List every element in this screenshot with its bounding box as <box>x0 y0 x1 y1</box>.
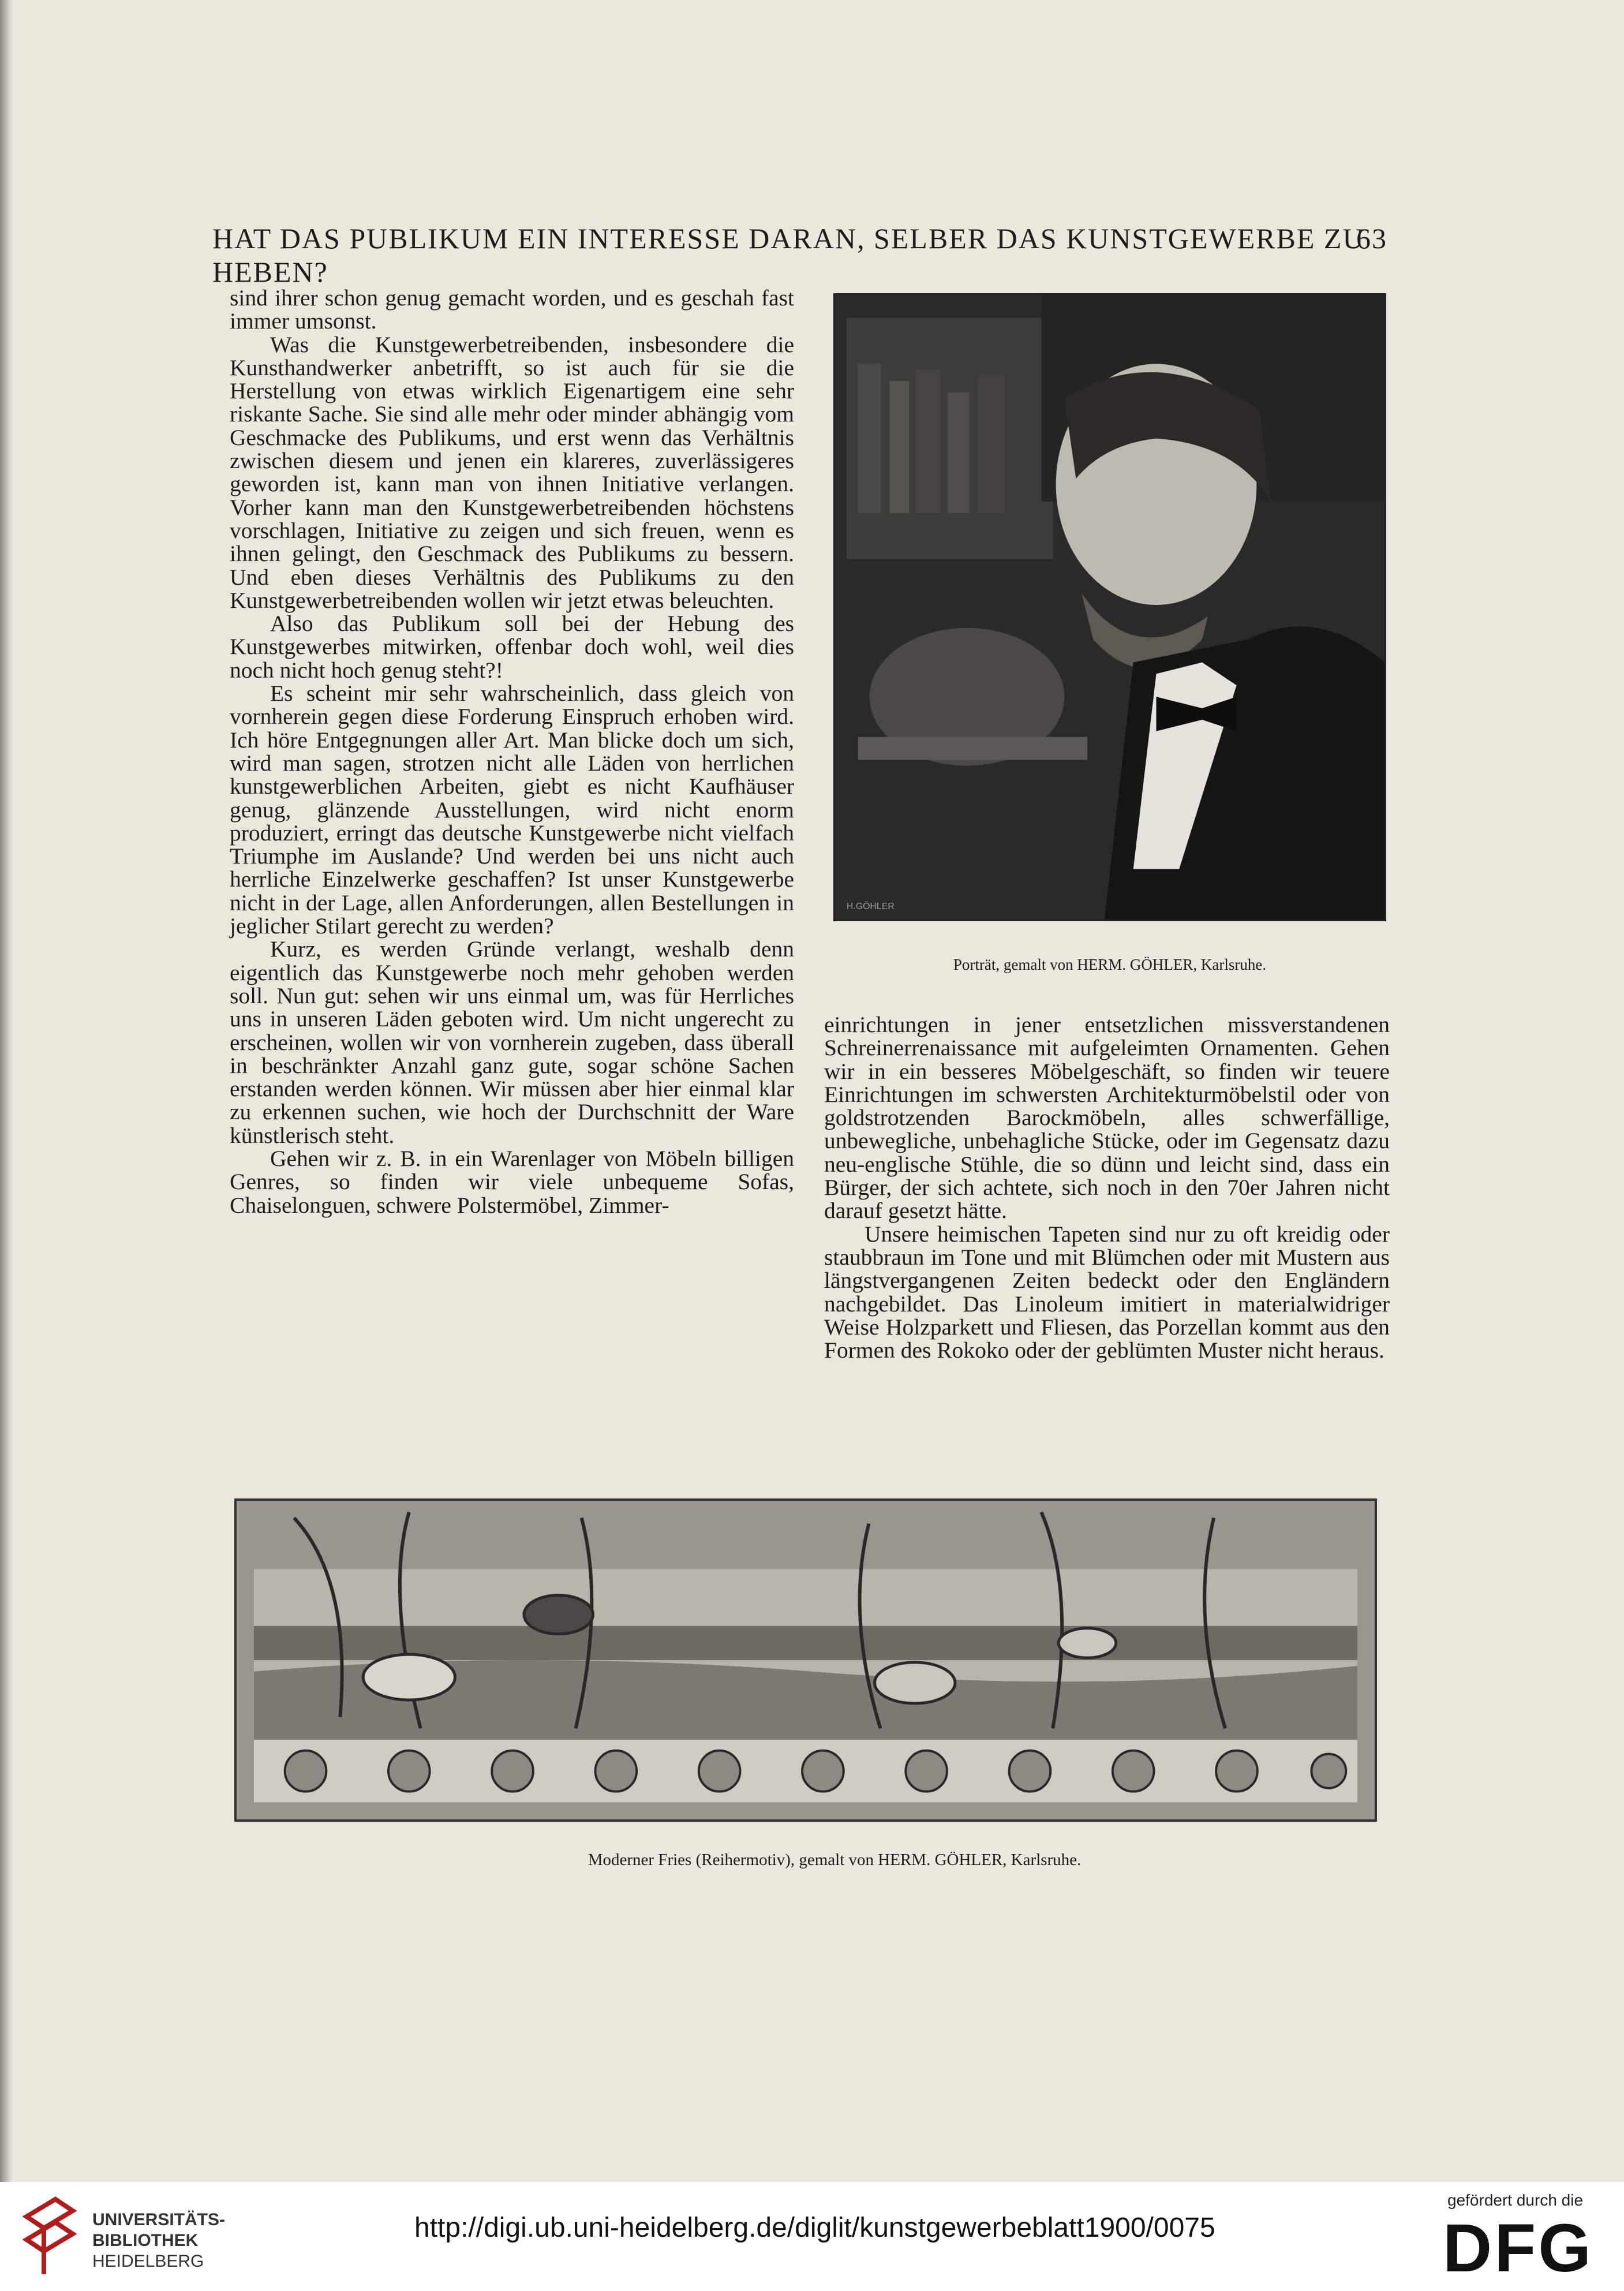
paragraph: Kurz, es werden Gründe verlangt, weshalb denn eigentlich das Kunstgewerbe noch mehr gehoben werden soll. Nun gut: sehen wir uns einmal um, was für Herrliches uns in unseren Läden geboten wird. Um nicht ungerecht zu erscheinen, wollen wir von vornherein zugeben, dass überall in beschränkter Anzahl ganz gute, sogar schöne Sachen erstanden werden können. Wir müssen aber hier einmal klar zu erkennen suchen, wie hoch der Durchschnitt der Ware künstlerisch steht. <box>230 936 794 1148</box>
library-line: UNIVERSITÄTS- <box>92 2210 226 2229</box>
paragraph: Es scheint mir sehr wahrscheinlich, dass gleich von vornherein gegen diese Forderung Einspruch erhoben wird. Ich höre Entgegnungen aller Art. Man blicke doch um sich, wird man sagen, strotzen nicht alle Läden von herrlichen kunstgewerblichen Arbeiten, giebt es nicht Kaufhäuser genug, glänzende Ausstellungen, wird nicht enorm produziert, erringt das deutsche Kunstgewerbe nicht vielfach Triumphe im Auslande? Und werden bei uns nicht auch herrliche Einzelwerke geschaffen? Ist unser Kunstgewerbe nicht in der Lage, allen Anforderungen, allen Bestellungen in jeglicher Stilart gerecht zu werden? <box>230 681 794 939</box>
portrait-caption: Porträt, gemalt von HERM. GÖHLER, Karlsruhe. <box>953 956 1267 973</box>
running-title: HAT DAS PUBLIKUM EIN INTERESSE DARAN, SELBER DAS KUNSTGEWERBE ZU HEBEN? <box>212 222 1365 288</box>
dfg-logo: DFG <box>1443 2210 1594 2286</box>
paragraph: Unsere heimischen Tapeten sind nur zu oft kreidig oder staubbraun im Tone und mit Blümchen oder mit Mustern aus längstvergangenen Zeiten bedeckt oder den Engländern nachgebildet. Das Linoleum imitiert in materialwidriger Weise Holzparkett und Fliesen, das Porzellan kommt aus den Formen des Rokoko oder der geblümten Muster nicht heraus. <box>824 1221 1390 1363</box>
page-edge-shadow <box>0 0 13 2182</box>
running-header <box>212 222 1387 288</box>
university-library-logo-icon <box>21 2193 78 2280</box>
frieze-caption: Moderner Fries (Reihermotiv), gemalt von HERM. GÖHLER, Karlsruhe. <box>588 1851 1082 1869</box>
heron-frieze-illustration <box>234 1498 1377 1822</box>
right-text-column <box>824 1013 1390 1362</box>
left-text-column <box>230 286 794 1217</box>
library-line: HEIDELBERG <box>92 2252 204 2271</box>
paragraph: sind ihrer schon genug gemacht worden, und es geschah fast immer umsonst. <box>230 285 794 334</box>
paragraph: Also das Publikum soll bei der Hebung des Kunstgewerbes mitwirken, offenbar doch wohl, weil dies noch nicht hoch genug steht?! <box>230 611 794 683</box>
portrait-painting <box>833 293 1386 921</box>
page-number: 63 <box>1356 222 1387 255</box>
paragraph: einrichtungen in jener entsetzlichen missverstandenen Schreinerrenaissance mit aufgeleimten Ornamenten. Gehen wir in ein besseres Möbelgeschäft, so finden wir teuere Einrichtungen im schwersten Architekturmöbelstil oder von goldstrotzenden Barockmöbeln, alles schwerfällige, unbewegliche, unbehagliche Stücke, oder im Gegensatz dazu neu-englische Stühle, die so dünn und leicht sind, dass ein Bürger, der sich achtete, sich noch in den 70er Jahren nicht darauf gesetzt hätte. <box>824 1012 1390 1224</box>
library-line: BIBLIOTHEK <box>92 2231 199 2250</box>
paragraph: Gehen wir z. B. in ein Warenlager von Möbeln billigen Genres, so finden wir viele unbequeme Sofas, Chaiselonguen, schwere Polstermöbel, Zimmer- <box>230 1145 794 1218</box>
library-name <box>92 2210 225 2272</box>
painter-signature: H.GÖHLER <box>846 902 895 912</box>
paragraph: Was die Kunstgewerbetreibenden, insbesondere die Kunsthandwerker anbetrifft, so ist auch für sie die Herstellung von etwas wirklich Eigenartigem eine sehr riskante Sache. Sie sind alle mehr oder minder abhängig vom Geschmacke des Publikums, und erst wenn das Verhältnis zwischen diesem und jenen ein klareres, zuverlässigeres geworden ist, kann man von ihnen Initiative verlangen. Vorher kann man den Kunstgewerbetreibenden höchstens vorschlagen, Initiative zu zeigen und sich freuen, wenn es ihnen gelingt, den Geschmack des Publikums zu bessern. Und eben dieses Verhältnis des Publikums zu den Kunstgewerbetreibenden wollen wir jetzt etwas beleuchten. <box>230 331 794 613</box>
funding-label: gefördert durch die <box>1447 2191 1584 2209</box>
permalink-url[interactable]: http://digi.ub.uni-heidelberg.de/diglit/kunstgewerbeblatt1900/0075 <box>414 2212 1215 2243</box>
